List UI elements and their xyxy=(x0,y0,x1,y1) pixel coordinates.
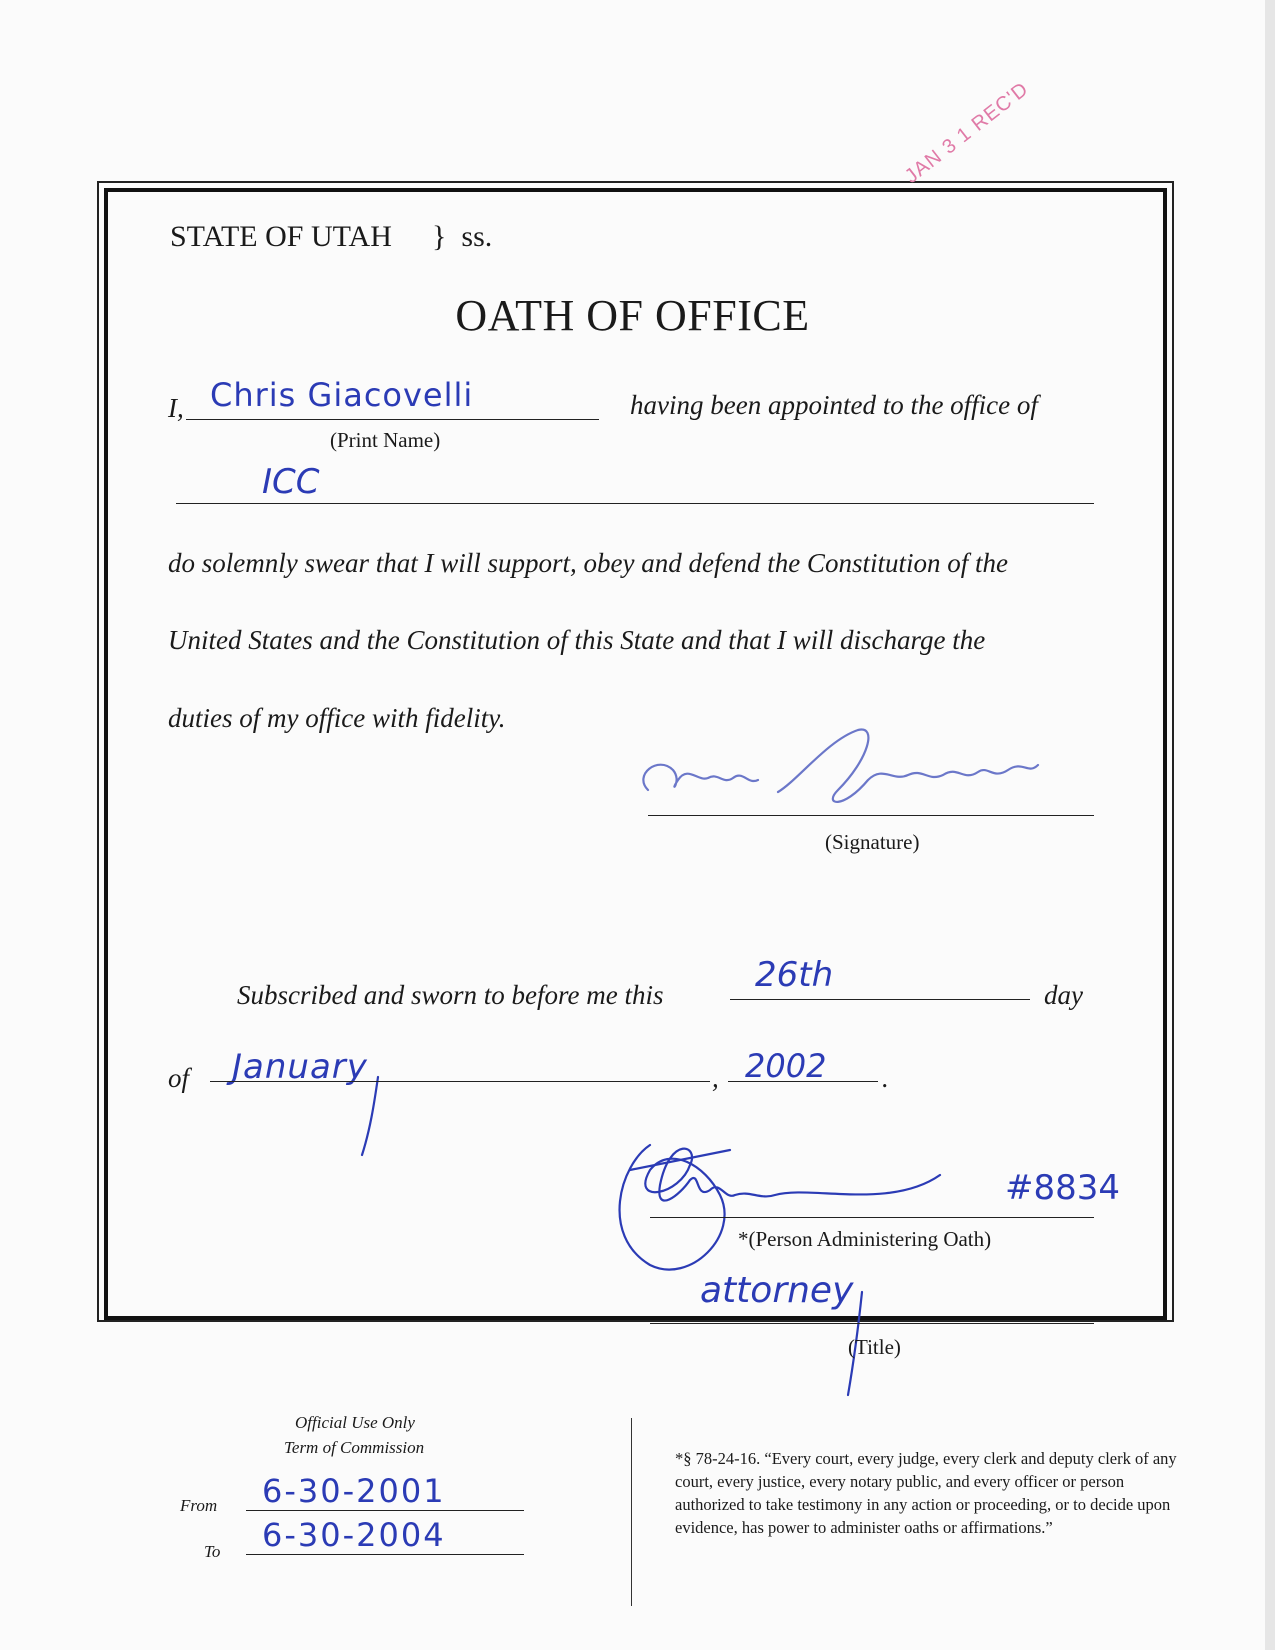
administrator-number[interactable]: #8834 xyxy=(1005,1168,1121,1208)
from-line xyxy=(246,1510,524,1511)
day-line xyxy=(730,999,1030,1000)
title-caption: (Title) xyxy=(848,1335,901,1359)
signature-text xyxy=(650,760,657,761)
ss-label: ss. xyxy=(461,220,493,253)
from-field[interactable]: 6-30-2001 xyxy=(262,1472,446,1510)
signature-drawing xyxy=(628,720,1068,820)
comma: , xyxy=(712,1063,719,1093)
page-edge-shadow xyxy=(1265,0,1275,1650)
to-field[interactable]: 6-30-2004 xyxy=(262,1516,446,1554)
year-field[interactable]: 2002 xyxy=(745,1047,827,1085)
i-prefix: I, xyxy=(168,393,184,423)
oath-text-line-2: United States and the Constitution of this State and that I will discharge the xyxy=(168,625,986,655)
administrator-signature-field[interactable] xyxy=(610,1125,990,1275)
month-line xyxy=(210,1081,710,1082)
administrator-line xyxy=(650,1217,1094,1218)
to-label: To xyxy=(204,1542,221,1561)
oath-text-line-1: do solemnly swear that I will support, obey and defend the Constitution of the xyxy=(168,548,1008,578)
official-use-heading: Official Use Only xyxy=(295,1413,415,1432)
appointed-text: having been appointed to the office of xyxy=(630,390,1038,420)
administrator-signature-text xyxy=(610,1125,611,1126)
subscribed-text: Subscribed and sworn to before me this xyxy=(237,980,664,1010)
print-name-field[interactable]: Chris Giacovelli xyxy=(210,376,474,414)
office-field[interactable]: ICC xyxy=(262,462,320,502)
received-stamp: JAN 3 1 REC'D xyxy=(900,77,1033,188)
print-name-caption: (Print Name) xyxy=(330,428,441,452)
oath-text-line-3: duties of my office with fidelity. xyxy=(168,703,506,733)
month-field[interactable]: January xyxy=(232,1047,368,1087)
statute-footnote: *§ 78-24-16. “Every court, every judge, every clerk and deputy clerk of any court, every justice, every notary public, and every officer or person authorized to take testimony in any action or proceeding, or to decide upon evidence, has power to administer oaths or affirmations.” xyxy=(675,1449,1177,1537)
of-label: of xyxy=(168,1063,190,1093)
page-title: OATH OF OFFICE xyxy=(455,291,810,340)
title-field[interactable]: attorney xyxy=(700,1270,854,1311)
title-line xyxy=(650,1323,1094,1324)
month-pen-stroke xyxy=(330,1075,390,1165)
footer-divider xyxy=(631,1418,632,1606)
from-label: From xyxy=(180,1496,218,1515)
signature-line xyxy=(648,815,1094,816)
office-line xyxy=(176,503,1094,504)
ss-heading xyxy=(432,220,492,254)
signature-field[interactable] xyxy=(628,720,1068,820)
brace: } xyxy=(432,220,447,253)
administrator-caption: *(Person Administering Oath) xyxy=(738,1227,992,1251)
day-field[interactable]: 26th xyxy=(755,955,834,995)
year-line xyxy=(728,1081,878,1082)
term-of-commission-heading: Term of Commission xyxy=(284,1438,425,1457)
print-name-line xyxy=(186,419,599,420)
period: . xyxy=(882,1063,889,1093)
signature-caption: (Signature) xyxy=(825,830,920,854)
day-label: day xyxy=(1044,980,1083,1010)
to-line xyxy=(246,1554,524,1555)
state-heading: STATE OF UTAH xyxy=(170,220,392,253)
administrator-signature-drawing xyxy=(610,1125,990,1275)
